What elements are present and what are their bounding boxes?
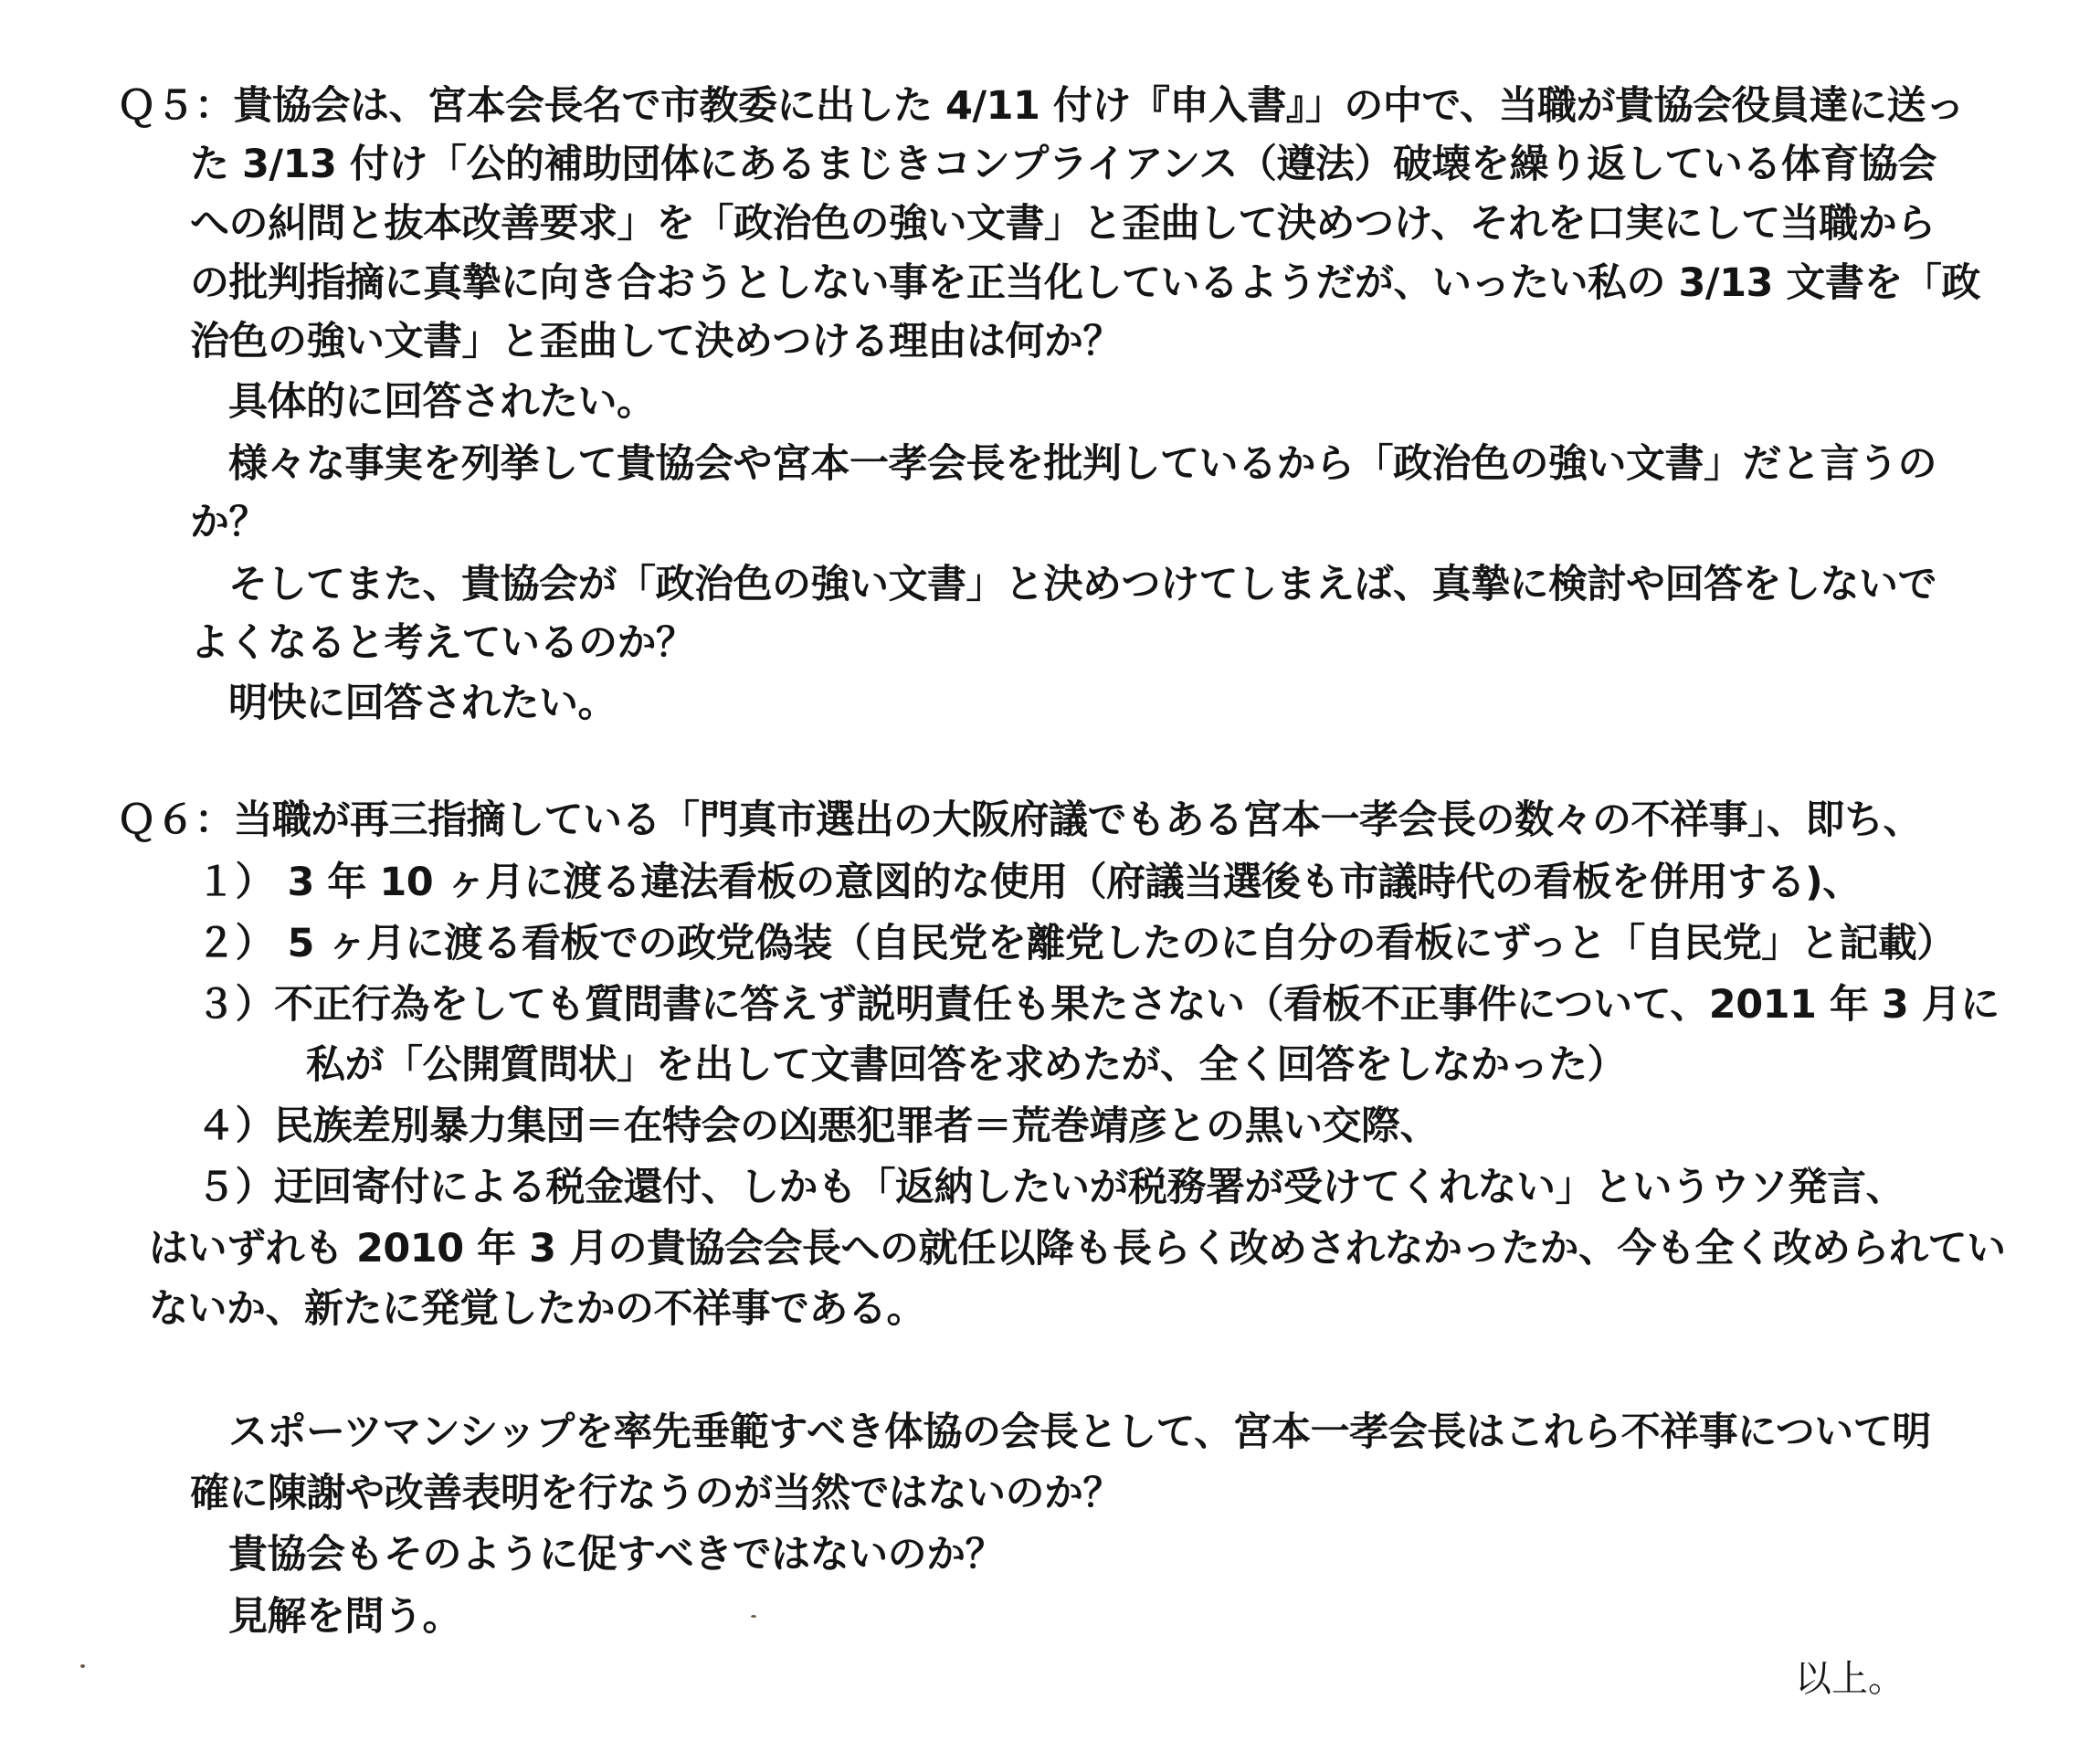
q6-item-1: １） 3 年 10 ヶ月に渡る違法看板の意図的な使用（府議当選後も市議時代の看板を併用する)、 xyxy=(196,860,1862,905)
q5-line-4: の批判指摘に真摯に向き合おうとしない事を正当化しているようだが、いったい私の 3/13 文書を「政 xyxy=(190,260,1980,306)
q5-line-6: 具体的に回答されたい。 xyxy=(228,379,656,425)
q5-line-7: 様々な事実を列挙して貴協会や宮本一孝会長を批判しているから「政治色の強い文書」だと言うの xyxy=(228,441,1936,487)
q6-line-summary-1: はいずれも 2010 年 3 月の貴協会会長への就任以降も長らく改めされなかったか、今も全く改められてい xyxy=(149,1226,2006,1272)
q6-item-2: ２） 5 ヶ月に渡る看板での政党偽装（自民党を離党したのに自分の看板にずっと「自民党」と記載） xyxy=(196,921,1956,966)
q5-line-10: よくなると考えているのか？ xyxy=(190,620,695,666)
q6-item-3-cont: 私が「公開質問状」を出して文書回答を求めたが、全く回答をしなかった） xyxy=(306,1042,1626,1088)
q6-line-para-4: 見解を問う。 xyxy=(228,1594,461,1640)
q5-line-5: 治色の強い文書」と歪曲して決めつける理由は何か？ xyxy=(190,319,1122,364)
q6-line-para-3: 貴協会もそのように促すべきではないのか？ xyxy=(228,1532,1005,1578)
q6-item-3: ３）不正行為をしても質問書に答えず説明責任も果たさない（看板不正事件について、2011 年 3 月に xyxy=(196,982,2000,1028)
scan-speck xyxy=(80,1664,85,1668)
q6-item-4: ４）民族差別暴力集団＝在特会の凶悪犯罪者＝荒巻靖彦との黒い交際、 xyxy=(196,1103,1439,1149)
q6-item-5: ５）迂回寄付による税金還付、しかも「返納したいが税務署が受けてくれない」というウソ発言、 xyxy=(196,1165,1905,1210)
q5-line-8: か？ xyxy=(190,500,268,545)
q6-line-1: Ｑ６：当職が再三指摘している「門真市選出の大阪府議でもある宮本一孝会長の数々の不祥事」、即ち、 xyxy=(117,797,1922,843)
q5-line-1: Ｑ５：貴協会は、宮本会長名で市教委に出した 4/11 付け『申入書』」の中で、当職が貴協会役員達に送っ xyxy=(117,83,1965,129)
q5-line-11: 明快に回答されたい。 xyxy=(228,681,617,726)
q6-line-para-2: 確に陳謝や改善表明を行なうのが当然ではないのか？ xyxy=(190,1471,1122,1516)
q6-line-summary-2: ないか、新たに発覚したかの不祥事である。 xyxy=(149,1286,925,1332)
q5-line-3: への糾問と抜本改善要求」を「政治色の強い文書」と歪曲して決めつけ、それを口実にして当職から xyxy=(190,201,1936,247)
closing-mark: 以上。 xyxy=(1795,1658,1905,1700)
q5-line-9: そしてまた、貴協会が「政治色の強い文書」と決めつけてしまえば、真摯に検討や回答をしないで xyxy=(228,562,1936,607)
scan-speck xyxy=(751,1615,756,1618)
q6-line-para-1: スポーツマンシップを率先垂範すべき体協の会長として、宮本一孝会長はこれら不祥事について明 xyxy=(228,1409,1931,1455)
q5-line-2: た 3/13 付け「公的補助団体にあるまじきコンプライアンス（遵法）破壊を繰り返している体育協会 xyxy=(190,142,1936,187)
